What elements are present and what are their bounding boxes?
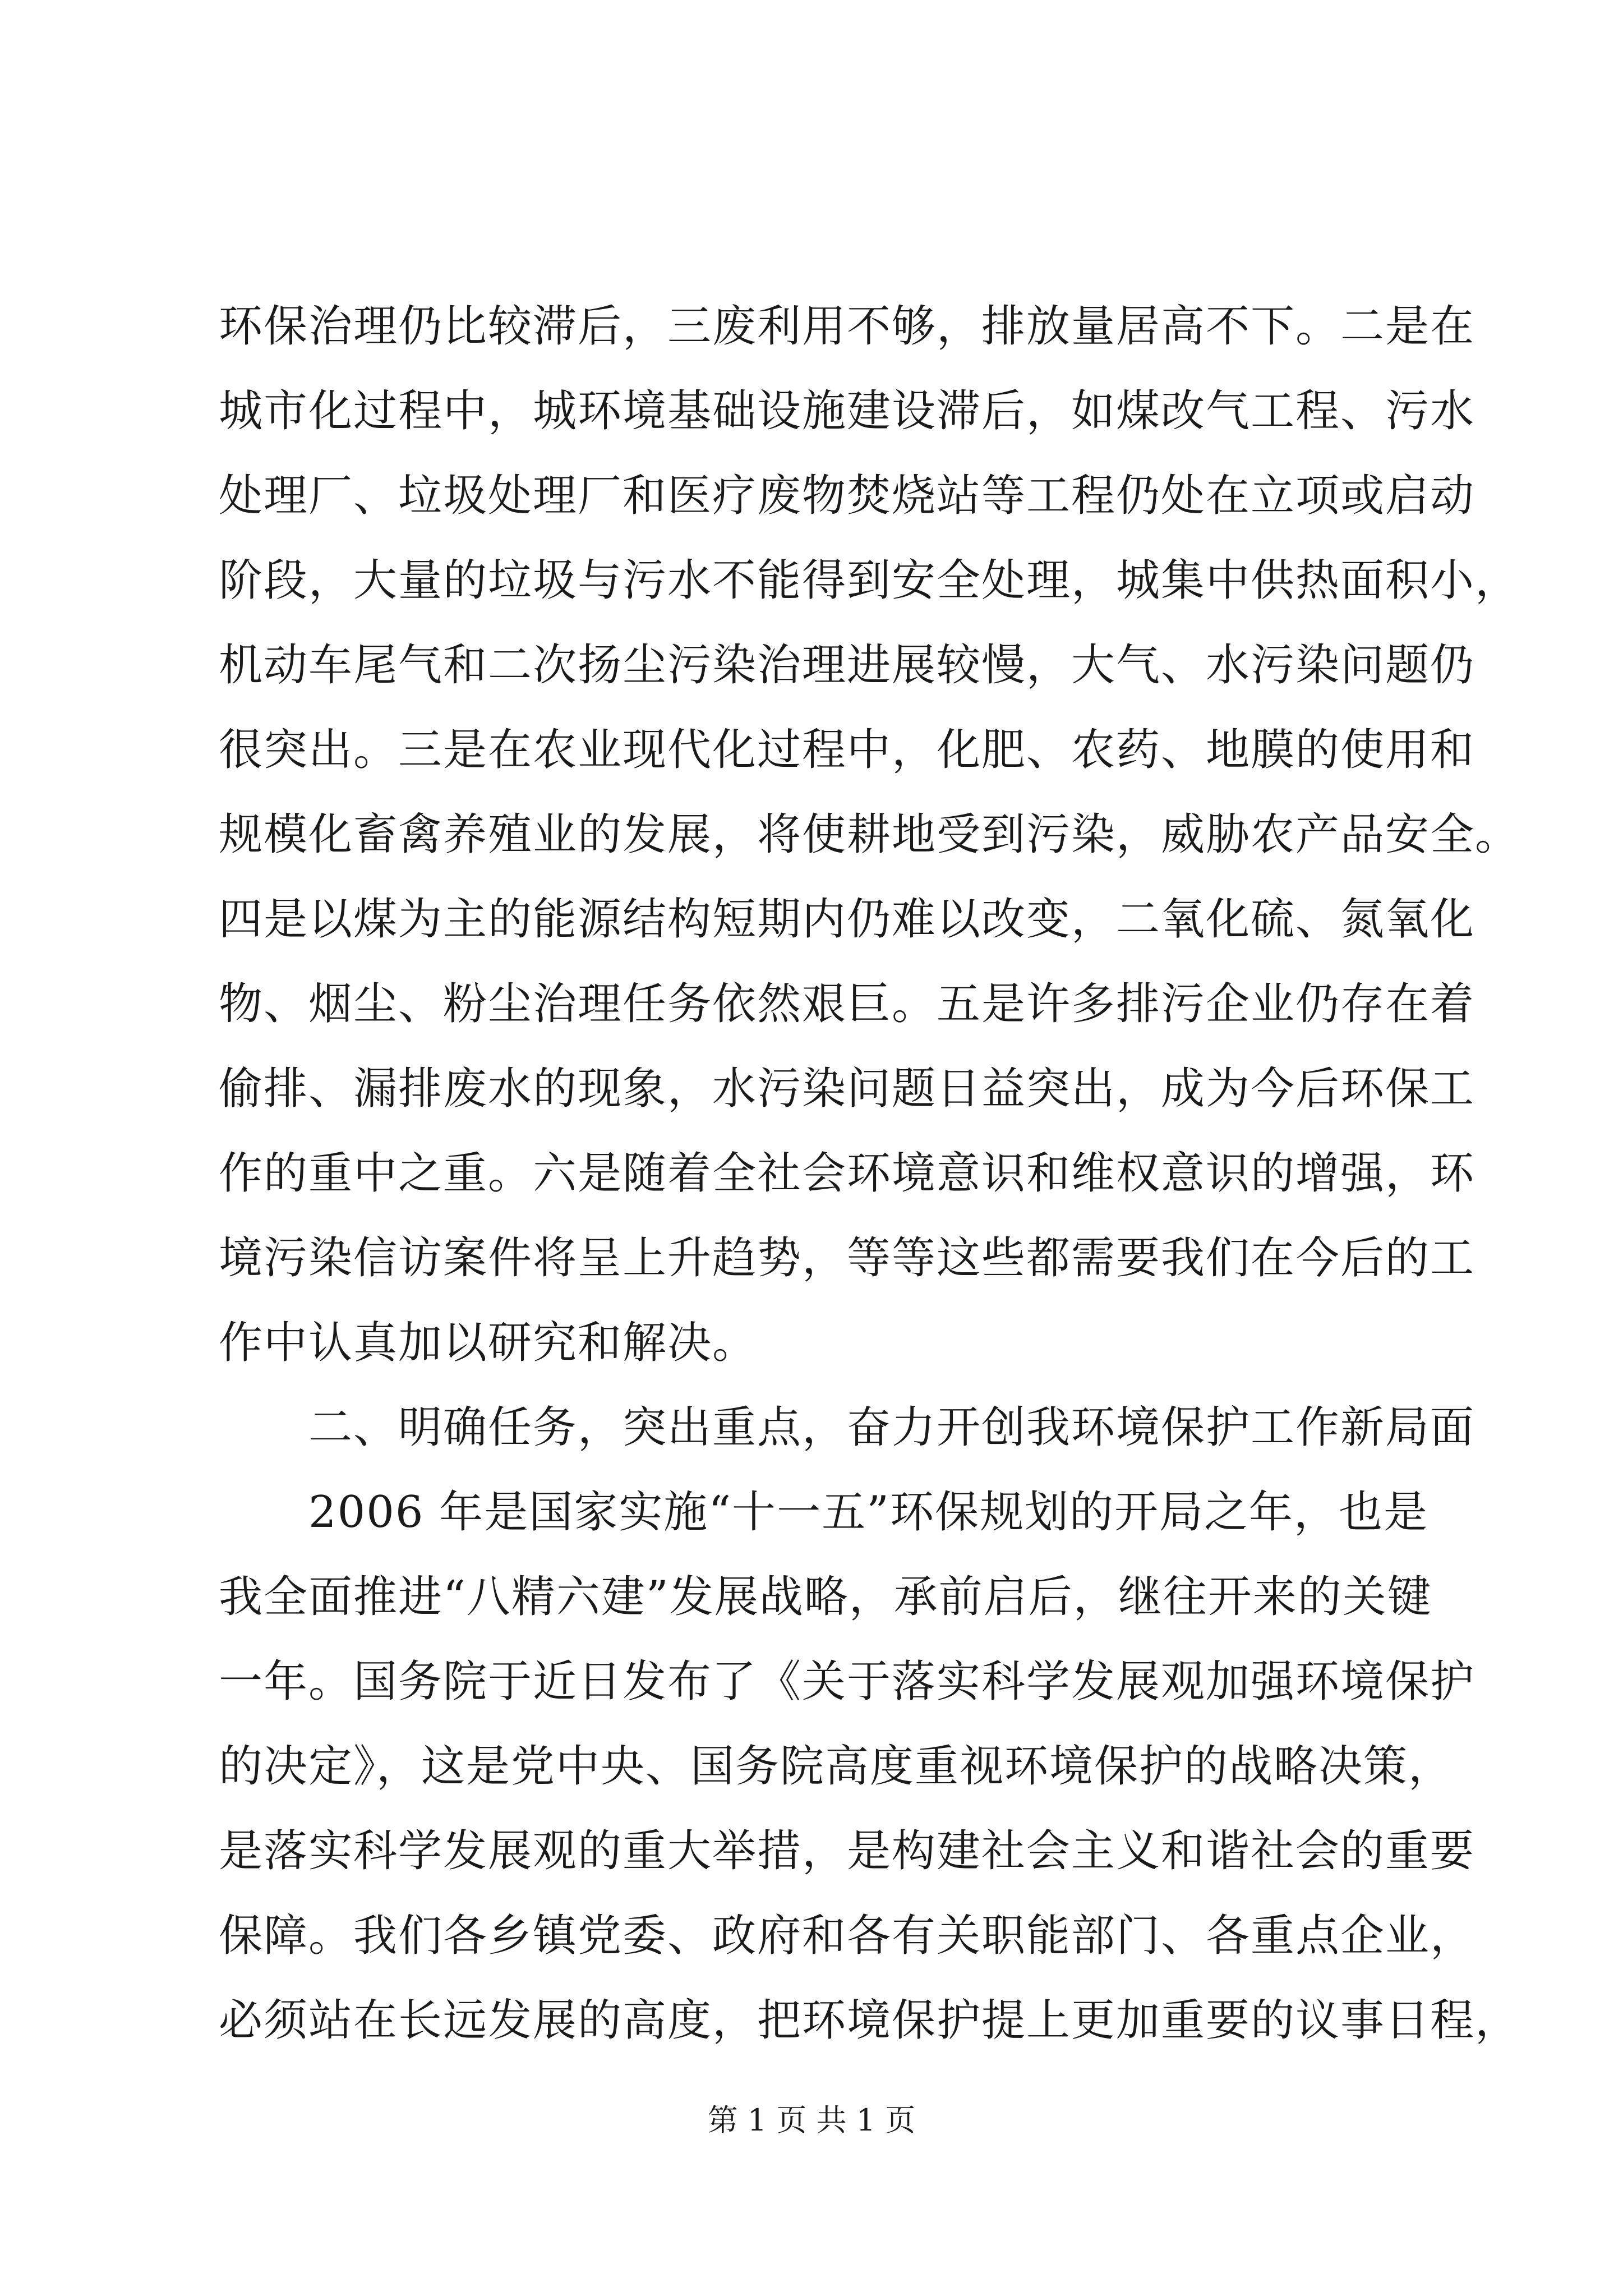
body-text-line: 四是以煤为主的能源结构短期内仍难以改变，二氧化硫、氮氧化 — [219, 894, 1476, 945]
body-text-line: 2006 年是国家实施“十一五”环保规划的开局之年，也是 — [219, 1487, 1429, 1538]
body-text-line: 作的重中之重。六是随着全社会环境意识和维权意识的增强，环 — [219, 1148, 1476, 1199]
body-text-line: 我全面推进“八精六建”发展战略，承前启后，继往开来的关键 — [219, 1572, 1432, 1622]
body-text-line: 阶段，大量的垃圾与污水不能得到安全处理，城集中供热面积小， — [219, 555, 1520, 606]
body-text-line: 规模化畜禽养殖业的发展，将使耕地受到污染，威胁农产品安全。 — [219, 809, 1520, 860]
body-text-line: 处理厂、垃圾处理厂和医疗废物焚烧站等工程仍处在立项或启动 — [219, 471, 1476, 521]
body-text-line: 很突出。三是在农业现代化过程中，化肥、农药、地膜的使用和 — [219, 725, 1476, 775]
body-text-line: 作中认真加以研究和解决。 — [219, 1318, 758, 1368]
section-heading: 二、明确任务，突出重点，奋力开创我环境保护工作新局面 — [219, 1402, 1476, 1453]
body-text-line: 偷排、漏排废水的现象，水污染问题日益突出，成为今后环保工 — [219, 1064, 1476, 1114]
body-text-line: 机动车尾气和二次扬尘污染治理进展较慢，大气、水污染问题仍 — [219, 640, 1476, 691]
page-footer: 第 1 页 共 1 页 — [707, 2102, 916, 2138]
body-text-line: 物、烟尘、粉尘治理任务依然艰巨。五是许多排污企业仍存在着 — [219, 979, 1476, 1029]
body-text-line: 保障。我们各乡镇党委、政府和各有关职能部门、各重点企业， — [219, 1911, 1476, 1961]
body-text-line: 的决定》，这是党中央、国务院高度重视环境保护的战略决策， — [219, 1741, 1454, 1792]
body-text-line: 是落实科学发展观的重大举措，是构建社会主义和谐社会的重要 — [219, 1826, 1476, 1876]
body-text-line: 城市化过程中，城环境基础设施建设滞后，如煤改气工程、污水 — [219, 386, 1476, 436]
body-text-line: 一年。国务院于近日发布了《关于落实科学发展观加强环境保护 — [219, 1657, 1476, 1707]
body-text-line: 必须站在长远发展的高度，把环境保护提上更加重要的议事日程， — [219, 1995, 1520, 2046]
body-text-line: 境污染信访案件将呈上升趋势，等等这些都需要我们在今后的工 — [219, 1233, 1476, 1283]
body-text-line: 环保治理仍比较滞后，三废利用不够，排放量居高不下。二是在 — [219, 301, 1476, 352]
